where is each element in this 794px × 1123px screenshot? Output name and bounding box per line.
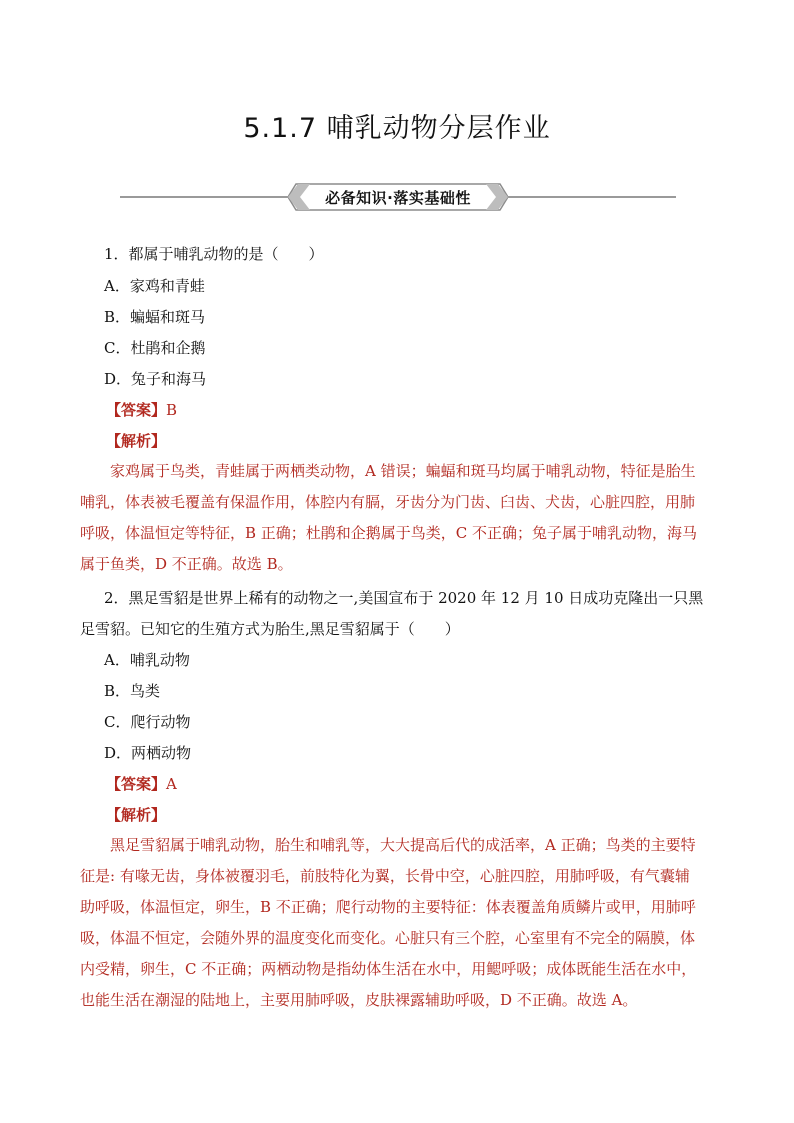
q1-analysis-tag: 【解析】 — [106, 432, 167, 450]
q2-analysis-line: 也能生活在潮湿的陆地上，主要用肺呼吸，皮肤裸露辅助呼吸，D 不正确。故选 A。 — [80, 991, 638, 1009]
q1-analysis-line: 哺乳，体表被毛覆盖有保温作用，体腔内有膈，牙齿分为门齿、臼齿、犬齿，心脏四腔，用肺 — [80, 493, 696, 511]
q2-analysis — [80, 830, 720, 1016]
q2-option-d: D．两栖动物 — [104, 744, 192, 762]
q1-analysis-line: 家鸡属于鸟类，青蛙属于两栖类动物，A 错误；蝙蝠和斑马均属于哺乳动物，特征是胎生 — [110, 462, 696, 480]
q2-answer — [106, 774, 177, 794]
q1-answer-tag: 【答案】 — [106, 401, 167, 419]
q2-option-b: B．鸟类 — [104, 682, 161, 700]
banner-box — [288, 182, 508, 212]
q2-analysis-line: 助呼吸，体温恒定，卵生，B 不正确；爬行动物的主要特征：体表覆盖角质鳞片或甲，用肺呼 — [80, 898, 696, 916]
q2-stem-line: 2．黑足雪貂是世界上稀有的动物之一,美国宣布于 2020 年 12 月 10 日成功克隆出一只黑 — [104, 589, 704, 607]
q2-stem-line: 足雪貂。已知它的生殖方式为胎生,黑足雪貂属于（ ） — [80, 620, 460, 638]
q2-analysis-line: 吸，体温不恒定，会随外界的温度变化而变化。心脏只有三个腔，心室里有不完全的隔膜，体 — [80, 929, 696, 947]
q2-analysis-tag: 【解析】 — [106, 806, 167, 824]
q1-answer — [106, 400, 177, 420]
q1-analysis-line: 呼吸，体温恒定等特征，B 正确；杜鹃和企鹅属于鸟类，C 不正确；兔子属于哺乳动物，海马 — [80, 524, 698, 542]
q2-option-c: C．爬行动物 — [104, 713, 191, 731]
q1-option-c: C．杜鹃和企鹅 — [104, 339, 206, 357]
page-title: 5.1.7 哺乳动物分层作业 — [243, 113, 551, 144]
q1-analysis — [80, 456, 720, 580]
q1-option-b: B．蝙蝠和斑马 — [104, 308, 206, 326]
q2-analysis-line: 黑足雪貂属于哺乳动物，胎生和哺乳等，大大提高后代的成活率，A 正确；鸟类的主要特 — [110, 836, 696, 854]
section-label: 必备知识·落实基础性 — [325, 189, 471, 207]
q1-answer-value: B — [166, 401, 178, 419]
q1-analysis-line: 属于鱼类，D 不正确。故选 B。 — [80, 555, 293, 573]
question-2-stem — [104, 588, 703, 608]
q1-option-a: A．家鸡和青蛙 — [104, 277, 205, 295]
q1-option-d: D．兔子和海马 — [104, 370, 207, 388]
q2-answer-value: A — [166, 775, 177, 793]
q2-analysis-line: 征是: 有喙无齿，身体被覆羽毛，前肢特化为翼，长骨中空，心脏四腔，用肺呼吸，有气囊辅 — [80, 867, 690, 885]
banner-rule-left — [120, 196, 298, 198]
q2-analysis-line: 内受精，卵生，C 不正确；两栖动物是指幼体生活在水中，用鳃呼吸；成体既能生活在水中， — [80, 960, 697, 978]
q2-option-a: A．哺乳动物 — [104, 651, 190, 669]
section-banner — [120, 182, 676, 212]
question-1-stem: 1．都属于哺乳动物的是（ ） — [104, 245, 324, 263]
banner-rule-right — [498, 196, 676, 198]
q2-answer-tag: 【答案】 — [106, 775, 167, 793]
